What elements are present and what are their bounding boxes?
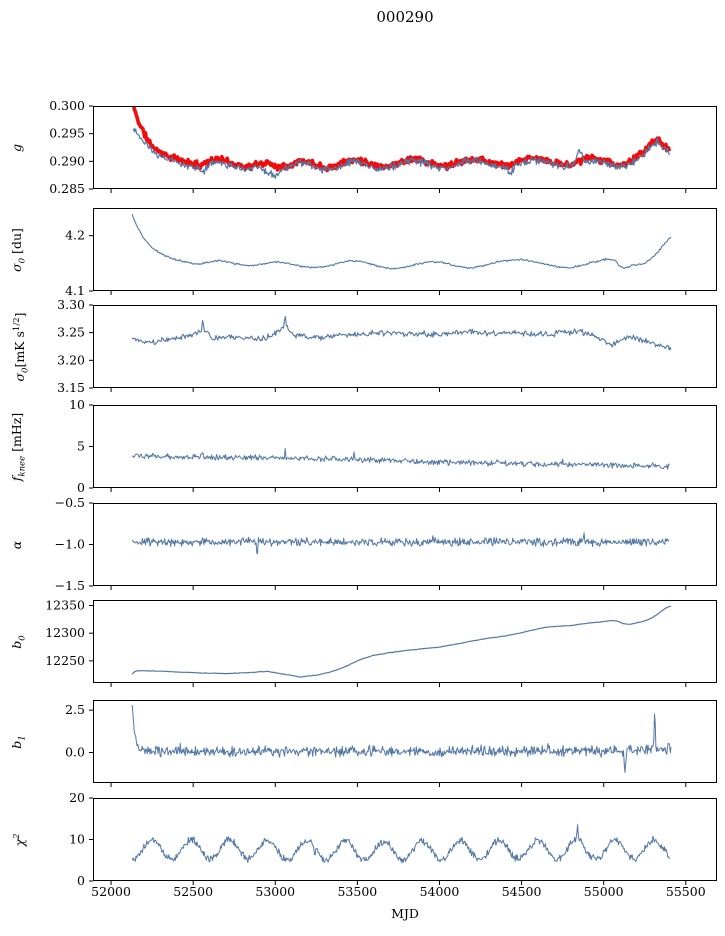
panel-sigma0-mks-plot	[57, 297, 717, 395]
series-alpha	[132, 533, 669, 554]
panel-b0	[45, 597, 717, 683]
panel-spines	[94, 209, 717, 291]
y-tick-label: 4.1	[65, 283, 85, 298]
panel-alpha	[54, 495, 717, 593]
y-tick-label: −1.0	[54, 536, 85, 552]
panel-chi2-plot	[69, 790, 717, 888]
panel-spines	[94, 406, 717, 488]
y-tick-label: 3.20	[57, 352, 85, 368]
y-tick-label: 10	[69, 397, 85, 412]
panel-sigma0-du	[65, 208, 717, 298]
x-tick-label: 52000	[91, 884, 131, 899]
panel-b1-plot	[65, 700, 717, 783]
y-axis-label-sigma0-du: $\sigma_0$ [du]	[9, 227, 28, 272]
y-tick-label: 10	[69, 831, 85, 847]
y-axis-label-b0: $b_0$	[9, 634, 28, 649]
y-tick-label: −1.5	[54, 578, 85, 593]
x-tick-label: 52500	[173, 884, 214, 899]
x-tick-label: 54000	[419, 884, 460, 899]
x-tick-labels	[0, 884, 725, 902]
panel-alpha-plot	[54, 495, 717, 593]
figure-title: 000290	[376, 8, 434, 26]
panel-sigma0-mks	[57, 297, 717, 395]
y-tick-label: 3.30	[57, 297, 85, 312]
y-tick-label: 5	[77, 438, 85, 454]
y-tick-label: 12300	[45, 625, 85, 641]
panel-fknee-plot	[69, 397, 717, 495]
series-b0	[132, 606, 671, 677]
y-axis-label-alpha: α	[9, 540, 24, 549]
y-tick-label: −0.5	[54, 495, 85, 510]
y-tick-label: 20	[69, 790, 85, 805]
x-tick-label: 53000	[255, 884, 296, 899]
y-tick-label: 0	[77, 873, 85, 888]
y-tick-label: 3.25	[57, 324, 85, 340]
panel-spines	[94, 601, 717, 683]
series-b1	[132, 705, 671, 773]
y-axis-label-fknee: $f_{knee}$ [mHz]	[9, 412, 28, 481]
series-sigma0-mks	[132, 317, 671, 350]
panel-fknee	[69, 397, 717, 495]
panel-spines	[94, 799, 717, 881]
y-tick-label: 0	[77, 480, 85, 495]
y-axis-label-chi2: $\chi^2$	[12, 833, 28, 846]
y-tick-label: 2.5	[65, 702, 85, 718]
y-tick-label: 0.290	[49, 153, 85, 169]
y-tick-label: 4.2	[65, 227, 85, 243]
x-tick-label: 53500	[337, 884, 378, 899]
panel-sigma0-du-plot	[65, 208, 717, 298]
series-sigma0-du	[132, 214, 671, 269]
panel-g	[49, 98, 717, 196]
x-tick-label: 54500	[501, 884, 542, 899]
y-tick-label: 0.295	[49, 125, 85, 141]
y-tick-label: 0.0	[65, 744, 85, 760]
x-tick-label: 55500	[665, 884, 706, 899]
y-axis-label-g: g	[9, 143, 24, 152]
panel-chi2	[69, 790, 717, 888]
series-fknee	[132, 449, 669, 470]
y-axis-label-sigma0-mks: $\sigma_0[mK$ $s^{1/2}$]	[12, 312, 31, 382]
y-tick-label: 3.15	[57, 380, 85, 395]
panel-b0-plot	[45, 597, 717, 683]
y-axis-label-b1: $b_1$	[9, 734, 28, 749]
panel-spines	[94, 306, 717, 388]
panel-spines	[94, 107, 717, 189]
y-tick-label: 0.285	[49, 181, 85, 196]
x-axis-label: MJD	[391, 906, 419, 921]
y-tick-label: 12350	[45, 597, 85, 613]
series-chi2	[132, 825, 669, 863]
x-tick-label: 55000	[583, 884, 624, 899]
series-g-measured-blue	[133, 129, 669, 179]
panel-b1	[65, 700, 717, 783]
y-tick-label: 12250	[45, 652, 85, 668]
panel-spines	[94, 701, 717, 783]
panel-g-plot	[49, 98, 717, 196]
y-tick-label: 0.300	[49, 98, 85, 113]
